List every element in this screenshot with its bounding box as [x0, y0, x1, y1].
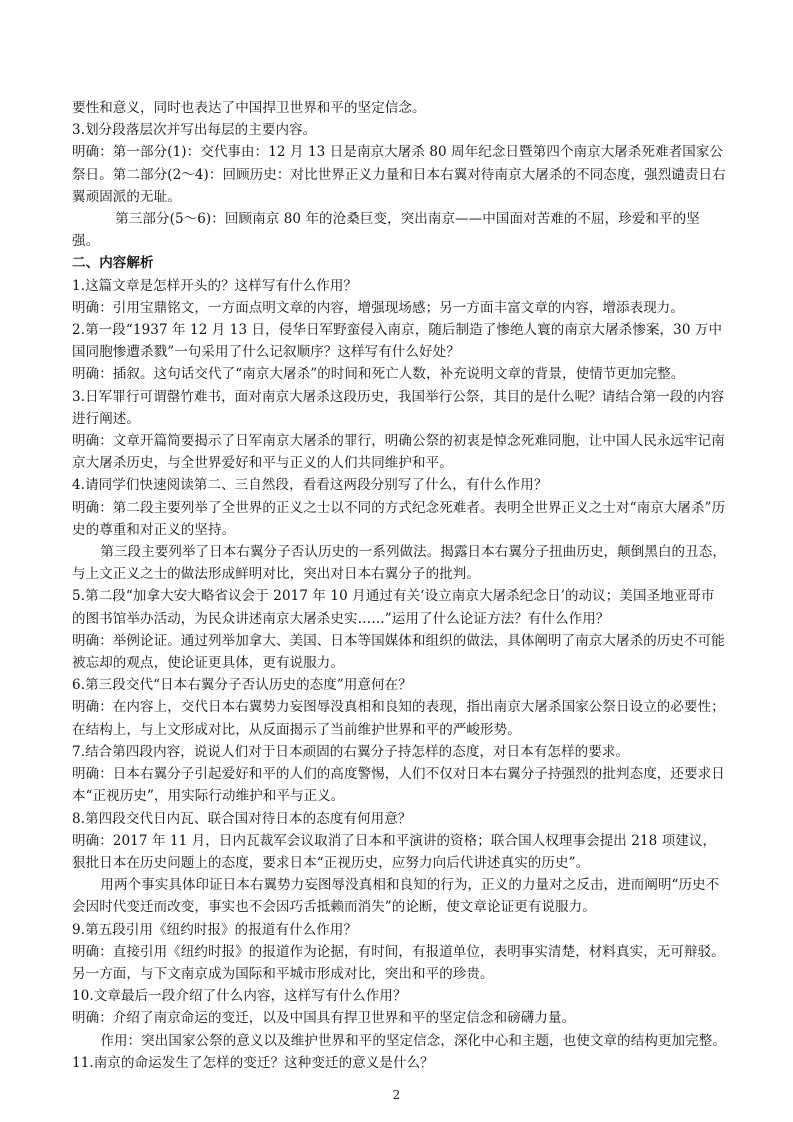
paragraph: 6.第三段交代“日本右翼分子否认历史的态度”用意何在？ — [72, 677, 412, 694]
paragraph: 10.文章最后一段介绍了什么内容，这样写有什么作用？ — [72, 988, 407, 1005]
paragraph: 明确：文章开篇简要揭示了日军南京大屠杀的罪行，明确公祭的初衷是悼念死难同胞，让中国人民永远牢记南京大屠杀历史，与全世界爱好和平与正义的人们共同维护和平。 — [72, 433, 725, 472]
paragraph: 3.日军罪行可谓罄竹难书，面对南京大屠杀这段历史，我国举行公祭，其目的是什么呢？请结合第一段的内容进行阐述。 — [72, 388, 725, 427]
document-body — [72, 97, 727, 1074]
paragraph: 9.第五段引用《纽约时报》的报道有什么作用？ — [72, 921, 358, 938]
paragraph: 明确：插叙。这句话交代了“南京大屠杀”的时间和死亡人数，补充说明文章的背景，使情节更加完整。 — [72, 366, 685, 383]
paragraph: 第三段主要列举了日本右翼分子否认历史的一系列做法。揭露日本右翼分子扭曲历史，颠倒黑白的丑态，与上文正义之士的做法形成鲜明对比，突出对日本右翼分子的批判。 — [72, 544, 726, 583]
section-heading: 二、内容解析 — [72, 255, 154, 272]
paragraph: 要性和意义，同时也表达了中国捍卫世界和平的坚定信念。 — [72, 100, 426, 116]
paragraph: 7.结合第四段内容，说说人们对于日本顽固的右翼分子持怎样的态度，对日本有怎样的要求。 — [72, 743, 630, 760]
paragraph: 明确：举例论证。通过列举加拿大、美国、日本等国媒体和组织的做法，具体阐明了南京大屠杀的历史不可能被忘却的观点，使论证更具体，更有说服力。 — [72, 632, 725, 672]
paragraph: 2.第一段“1937 年 12 月 13 日，侵华日军野蛮侵入南京，随后制造了惨绝人寰的南京大屠杀惨案，30 万中国同胞惨遭杀戮”一句采用了什么记叙顺序？这样写有什么好处？ — [72, 322, 723, 361]
paragraph: 明确：直接引用《纽约时报》的报道作为论据，有时间，有报道单位，表明事实清楚，材料真实，无可辩驳。另一方面，与下文南京成为国际和平城市形成对比，突出和平的珍贵。 — [72, 943, 725, 982]
paragraph: 明确：在内容上，交代日本右翼势力妄图辱没真相和良知的表现，指出南京大屠杀国家公祭日设立的必要性；在结构上，与上文形成对比，从反面揭示了当前维护世界和平的严峻形势。 — [72, 699, 725, 738]
paragraph: 明确：第二段主要列举了全世界的正义之士以不同的方式纪念死难者。表明全世界正义之士对“南京大屠杀”历史的尊重和对正义的坚持。 — [72, 499, 726, 538]
paragraph: 明确：2017 年 11 月，日内瓦裁军会议取消了日本和平演讲的资格；联合国人权理事会提出 218 项建议，狠批日本在历史问题上的态度，要求日本“正视历史，应努力向后代讲述真实的历史”。 — [72, 832, 717, 871]
paragraph: 5.第二段“加拿大安大略省议会于 2017 年 10 月通过有关‘设立南京大屠杀纪念日’的动议；美国圣地亚哥市的图书馆举办活动，为民众讲述南京大屠杀史实……”运用了什么论证方法？有什么作用？ — [72, 588, 715, 627]
page-number: 2 — [392, 1088, 401, 1102]
paragraph: 4.请同学们快速阅读第二、三自然段，看看这两段分别写了什么，有什么作用？ — [72, 477, 548, 494]
paragraph: 11.南京的命运发生了怎样的变迁？这种变迁的意义是什么？ — [72, 1054, 434, 1071]
paragraph: 8.第四段交代日内瓦、联合国对待日本的态度有何用意？ — [72, 810, 412, 827]
paragraph: 明确：日本右翼分子引起爱好和平的人们的高度警惕，人们不仅对日本右翼分子持强烈的批判态度，还要求日本“正视历史”，用实际行动维护和平与正义。 — [72, 766, 725, 805]
paragraph: 明确：引用宝鼎铭文，一方面点明文章的内容，增强现场感；另一方面丰富文章的内容，增添表现力。 — [72, 299, 684, 316]
paragraph: 明确：第一部分(1)：交代事由：12 月 13 日是南京大屠杀 80 周年纪念日暨第四个南京大屠杀死难者国家公祭日。第二部分(2～4)：回顾历史：对比世界正义力量和日本右翼对待南京大屠杀的不同态度，强烈谴责日右翼顽固派的无耻。 — [72, 144, 726, 205]
paragraph: 3.划分段落层次并写出每层的主要内容。 — [72, 122, 317, 139]
paragraph: 用两个事实具体印证日本右翼势力妄图辱没真相和良知的行为，正义的力量对之反击，进而阐明“历史不会因时代变迁而改变，事实也不会因巧舌抵赖而消失”的论断，使文章论证更有说服力。 — [72, 877, 720, 916]
paragraph: 作用：突出国家公祭的意义以及维护世界和平的坚定信念，深化中心和主题，也使文章的结构更加完整。 — [100, 1032, 726, 1049]
paragraph: 第三部分(5～6)：回顾南京 80 年的沧桑巨变，突出南京——中国面对苦难的不屈，珍爱和平的坚强。 — [72, 211, 700, 250]
paragraph: 1.这篇文章是怎样开头的？这样写有什么作用？ — [72, 277, 358, 294]
paragraph: 明确：介绍了南京命运的变迁，以及中国具有捍卫世界和平的坚定信念和磅礴力量。 — [72, 1010, 576, 1027]
